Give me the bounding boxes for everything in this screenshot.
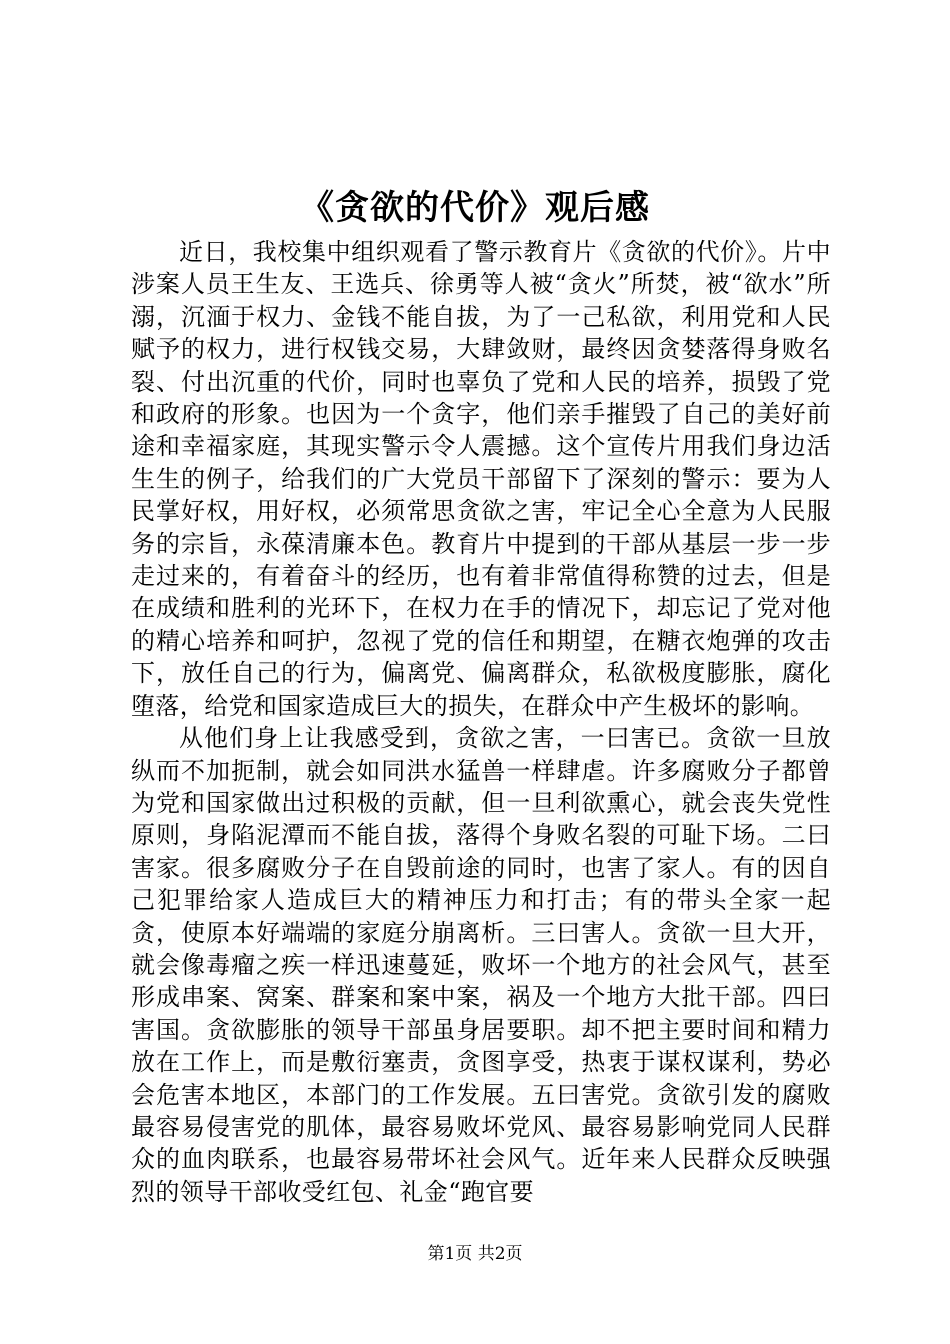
document-body [131,236,831,1208]
paragraph-2: 从他们身上让我感受到，贪欲之害，一曰害已。贪欲一旦放纵而不加扼制，就会如同洪水猛兽一样肆虐。许多腐败分子都曾为党和国家做出过积极的贡献，但一旦利欲熏心，就会丧失党性原则，身陷泥潭而不能自拔，落得个身败名裂的可耻下场。二曰害家。很多腐败分子在自毁前途的同时，也害了家人。有的因自己犯罪给家人造成巨大的精神压力和打击；有的带头全家一起贪，使原本好端端的家庭分崩离析。三曰害人。贪欲一旦大开，就会像毒瘤之疾一样迅速蔓延，败坏一个地方的社会风气，甚至形成串案、窝案、群案和案中案，祸及一个地方大批干部。四曰害国。贪欲膨胀的领导干部虽身居要职。却不把主要时间和精力放在工作上，而是敷衍塞责，贪图享受，热衷于谋权谋利，势必会危害本地区，本部门的工作发展。五曰害党。贪欲引发的腐败最容易侵害党的肌体，最容易败坏党风、最容易影响党同人民群众的血肉联系，也最容易带坏社会风气。近年来人民群众反映强烈的领导干部收受红包、礼金“跑官要 [131,724,831,1206]
paragraph-1: 近日，我校集中组织观看了警示教育片《贪欲的代价》。片中涉案人员王生友、王选兵、徐勇等人被“贪火”所焚，被“欲水”所溺，沉湎于权力、金钱不能自拔，为了一己私欲，利用党和人民赋予的权力，进行权钱交易，大肆敛财，最终因贪婪落得身败名裂、付出沉重的代价，同时也辜负了党和人民的培养，损毁了党和政府的形象。也因为一个贪字，他们亲手摧毁了自己的美好前途和幸福家庭，其现实警示令人震撼。这个宣传片用我们身边活生生的例子，给我们的广大党员干部留下了深刻的警示：要为人民掌好权，用好权，必须常思贪欲之害，牢记全心全意为人民服务的宗旨，永葆清廉本色。教育片中提到的干部从基层一步一步走过来的，有着奋斗的经历，也有着非常值得称赞的过去，但是在成绩和胜利的光环下，在权力在手的情况下，却忘记了党对他的精心培养和呵护，忽视了党的信任和期望，在糖衣炮弹的攻击下，放任自己的行为，偏离党、偏离群众，私欲极度膨胀，腐化堕落，给党和国家造成巨大的损失，在群众中产生极坏的影响。 [131,238,831,720]
page-number: 第1页 共2页 [427,1244,523,1264]
page-title: 《贪欲的代价》观后感 [300,188,650,228]
